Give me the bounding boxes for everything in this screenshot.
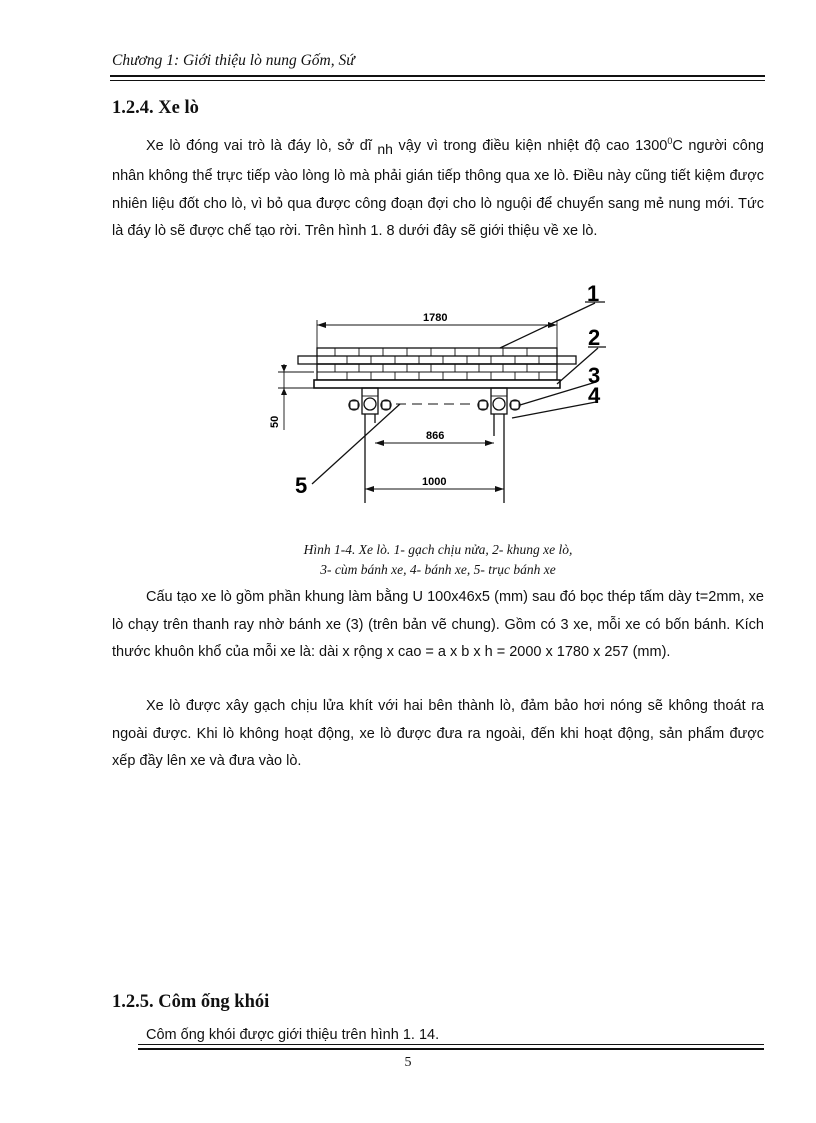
callout-4: 4 <box>588 383 601 408</box>
page-number: 5 <box>404 1055 412 1070</box>
callout-3: 3 <box>588 363 601 388</box>
dim-1780-label: 1780 <box>423 312 448 324</box>
paragraph-intro <box>112 128 764 246</box>
paragraph-chimney: Côm ống khói được giới thiệu trên hình 1. 14. <box>146 1027 440 1043</box>
callout-1: 1 <box>587 281 600 306</box>
paragraph-operation: Xe lò được xây gạch chịu lửa khít với hai bên thành lò, đảm bảo hơi nóng sẽ không thoát ra ngoài được. Khi lò không hoạt động, xe lò được đưa ra ngoài, đến khi hoạt động, sản phẩm được xếp đầy lên xe và đưa vào lò. <box>112 698 764 769</box>
dim-50-label: 50 <box>269 415 281 428</box>
caption-line-1: Hình 1-4. Xe lò. 1- gạch chịu nửa, 2- khung xe lò, <box>303 542 573 557</box>
callout-5: 5 <box>295 473 308 498</box>
p1-subscript: nh <box>377 140 393 157</box>
section-heading-xe-lo: 1.2.4. Xe lò <box>112 98 199 118</box>
p1-text-a: Xe lò đóng vai trò là đáy lò, sở dĩ <box>146 137 378 154</box>
footer-rule <box>138 1044 764 1050</box>
figure-caption <box>200 540 676 580</box>
p1-superscript: 0 <box>667 136 673 146</box>
p1-text-b: vậy vì trong điều kiện nhiệt độ cao 1300 <box>392 137 668 154</box>
section-heading-chimney: 1.2.5. Côm ống khói <box>112 992 270 1012</box>
side-flange <box>298 356 576 364</box>
p1-text-c: C người công nhân không thể trực tiếp vào lòng lò mà phải gián tiếp thông qua xe lò. Điều này cũng tiết kiệm được nhiên liệu đốt cho lò, vì bỏ qua được công đoạn đợi cho lò nguội để chuyển sang mẻ nung mới. Tức là đáy lò sẽ được chế tạo rời. Trên hình 1. 8 dưới đây sẽ giới thiệu về xe lò. <box>112 137 764 240</box>
kiln-car-drawing <box>250 278 630 503</box>
header-rule <box>110 75 765 81</box>
dim-1000-label: 1000 <box>422 476 447 488</box>
running-header: Chương 1: Giới thiệu lò nung Gốm, Sứ <box>112 52 355 69</box>
car-frame <box>314 380 560 388</box>
right-wheel-assembly <box>478 388 520 503</box>
callout-2: 2 <box>588 325 601 350</box>
dim-866-label: 866 <box>426 430 445 442</box>
caption-line-2: 3- cùm bánh xe, 4- bánh xe, 5- trục bánh xe <box>320 562 556 577</box>
paragraph-structure: Cấu tạo xe lò gồm phần khung làm bằng U 100x46x5 (mm) sau đó bọc thép tấm dày t=2mm, xe lò chạy trên thanh ray nhờ bánh xe (3) (trên bản vẽ chung). Gồm có 3 xe, mỗi xe có bốn bánh. Kích thước khuôn khổ của mỗi xe là: dài x rộng x cao = a x b x h = 2000 x 1780 x 257 (mm). <box>112 589 764 660</box>
